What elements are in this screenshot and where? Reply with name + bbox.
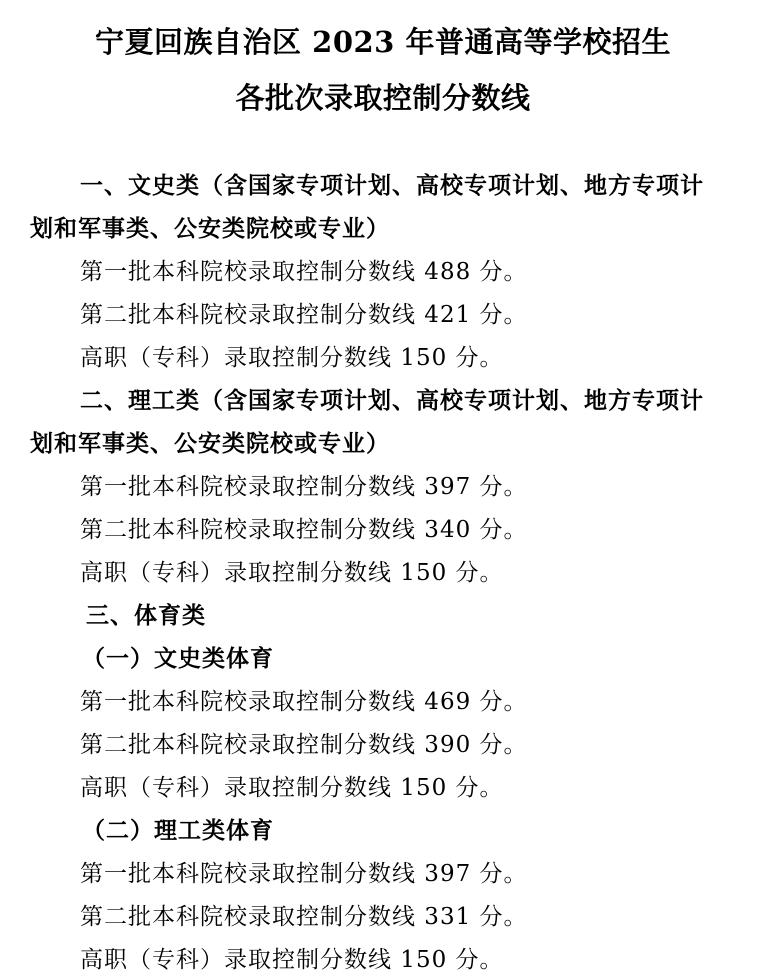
section-heading-tiyu: 三、体育类 [86,602,206,629]
subsection-heading-ligong-tiyu: （二）理工类体育 [82,817,274,844]
section-heading-ligong: 二、理工类（含国家专项计划、高校专项计划、地方专项计 [80,387,704,414]
document-title-line-1: 宁夏回族自治区 2023 年普通高等学校招生 [95,25,671,59]
score-line-item: 第二批本科院校录取控制分数线 390 分。 [80,732,528,758]
score-line-item: 第二批本科院校录取控制分数线 421 分。 [80,302,528,328]
section-heading-wenshi: 一、文史类（含国家专项计划、高校专项计划、地方专项计 [80,172,704,199]
score-line-item: 第一批本科院校录取控制分数线 469 分。 [80,689,528,715]
section-heading-wenshi-continued: 划和军事类、公安类院校或专业） [30,215,390,242]
score-line-item: 第二批本科院校录取控制分数线 340 分。 [80,517,528,543]
score-line-item: 高职（专科）录取控制分数线 150 分。 [80,560,504,586]
score-line-item: 第二批本科院校录取控制分数线 331 分。 [80,904,528,930]
score-line-item: 高职（专科）录取控制分数线 150 分。 [80,947,504,973]
document-title-line-2: 各批次录取控制分数线 [235,81,531,115]
score-line-item: 第一批本科院校录取控制分数线 488 分。 [80,259,528,285]
score-line-item: 高职（专科）录取控制分数线 150 分。 [80,775,504,801]
section-heading-ligong-continued: 划和军事类、公安类院校或专业） [30,430,390,457]
score-line-item: 高职（专科）录取控制分数线 150 分。 [80,345,504,371]
score-line-item: 第一批本科院校录取控制分数线 397 分。 [80,861,528,887]
subsection-heading-wenshi-tiyu: （一）文史类体育 [82,645,274,672]
score-line-item: 第一批本科院校录取控制分数线 397 分。 [80,474,528,500]
